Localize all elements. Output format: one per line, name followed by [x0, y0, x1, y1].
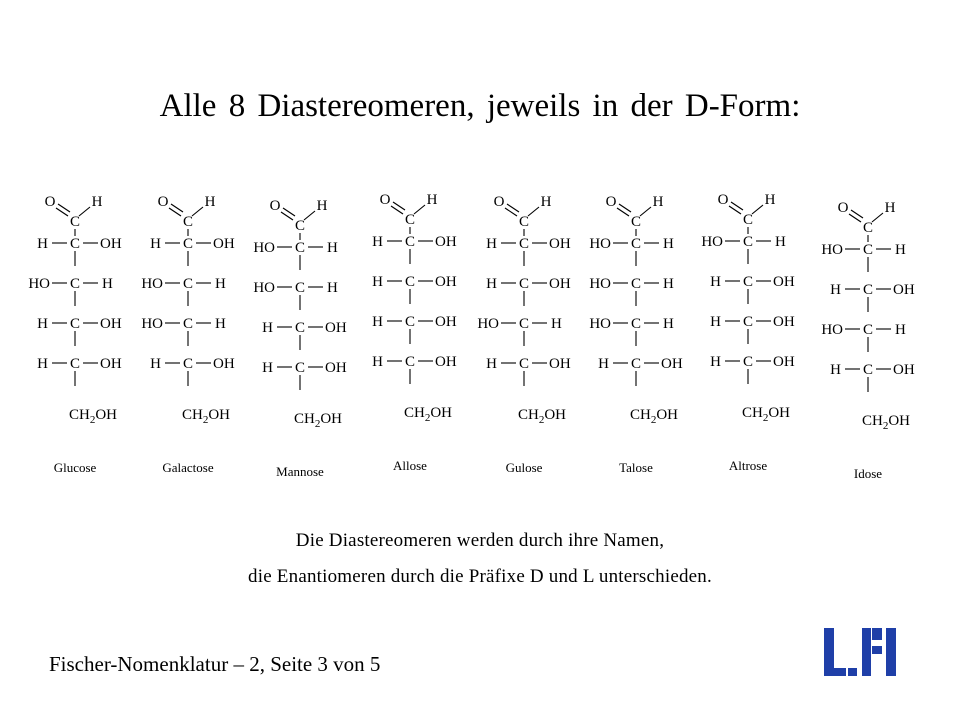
aldehyde-oxygen: O [44, 194, 56, 210]
carbon-4: C [630, 316, 642, 332]
aldehyde-oxygen: O [605, 194, 617, 210]
fischer-projections [0, 178, 960, 488]
left-hydrogen: H [486, 276, 497, 292]
right-hydroxyl: OH [100, 356, 122, 372]
left-hydroxyl: HO [589, 316, 611, 332]
carbon-2: C [630, 236, 642, 252]
left-hydroxyl: HO [141, 276, 163, 292]
left-hydrogen: H [830, 362, 841, 378]
hydroxymethyl-group: $CH_2OH$ [69, 407, 118, 426]
aldehyde-h-bond [752, 205, 763, 214]
aldehyde-oxygen: O [269, 198, 281, 214]
left-hydrogen: H [372, 354, 383, 370]
left-hydrogen: H [37, 236, 48, 252]
right-hydrogen: H [551, 316, 562, 332]
right-hydrogen: H [327, 280, 338, 296]
left-hydrogen: H [37, 356, 48, 372]
right-hydrogen: H [663, 276, 674, 292]
right-hydrogen: H [215, 276, 226, 292]
aldehyde-hydrogen: H [316, 198, 328, 214]
carbon-2: C [69, 236, 81, 252]
caption-line-2: die Enantiomeren durch die Präfixe D und L unterschieden. [248, 566, 712, 587]
carbon-5: C [630, 356, 642, 372]
right-hydroxyl: OH [435, 274, 457, 290]
left-hydroxyl: HO [253, 280, 275, 296]
hydroxymethyl-group: $CH_2OH$ [518, 407, 567, 426]
right-hydroxyl: OH [435, 314, 457, 330]
left-hydroxyl: HO [701, 234, 723, 250]
right-hydroxyl: OH [435, 354, 457, 370]
left-hydrogen: H [830, 282, 841, 298]
carbon-4: C [404, 314, 416, 330]
left-hydroxyl: HO [141, 316, 163, 332]
sugar-name-label: Allose [393, 458, 427, 473]
right-hydroxyl: OH [773, 314, 795, 330]
carbon-1: C [182, 214, 194, 230]
aldehyde-oxygen: O [837, 200, 849, 216]
aldehyde-hydrogen: H [426, 192, 438, 208]
structure-gulose [477, 194, 571, 475]
carbon-2: C [742, 234, 754, 250]
right-hydroxyl: OH [435, 234, 457, 250]
right-hydrogen: H [775, 234, 786, 250]
aldehyde-hydrogen: H [204, 194, 216, 210]
hydroxymethyl-group: $CH_2OH$ [182, 407, 231, 426]
aldehyde-hydrogen: H [764, 192, 776, 208]
carbon-1: C [862, 220, 874, 236]
left-hydrogen: H [710, 354, 721, 370]
left-hydrogen: H [372, 234, 383, 250]
structure-allose [372, 192, 457, 473]
aldehyde-oxygen: O [157, 194, 169, 210]
carbon-5: C [518, 356, 530, 372]
carbon-2: C [404, 234, 416, 250]
slide-title: Alle 8 Diastereomeren, jeweils in der D-Form: [159, 88, 801, 124]
left-hydrogen: H [372, 274, 383, 290]
right-hydrogen: H [215, 316, 226, 332]
left-hydroxyl: HO [589, 276, 611, 292]
left-hydrogen: H [372, 314, 383, 330]
carbon-5: C [182, 356, 194, 372]
right-hydroxyl: OH [773, 354, 795, 370]
left-hydrogen: H [150, 356, 161, 372]
aldehyde-h-bond [304, 211, 315, 220]
aldehyde-oxygen: O [379, 192, 391, 208]
carbon-1: C [404, 212, 416, 228]
right-hydrogen: H [102, 276, 113, 292]
right-hydroxyl: OH [773, 274, 795, 290]
carbon-4: C [518, 316, 530, 332]
right-hydrogen: H [663, 236, 674, 252]
footer-page-info: Fischer-Nomenklatur – 2, Seite 3 von 5 [49, 652, 381, 676]
carbon-3: C [518, 276, 530, 292]
sugar-name-label: Gulose [505, 460, 543, 475]
left-hydroxyl: HO [821, 242, 843, 258]
aldehyde-h-bond [528, 207, 539, 216]
right-hydroxyl: OH [893, 282, 915, 298]
left-hydrogen: H [262, 360, 273, 376]
hydroxymethyl-group: $CH_2OH$ [294, 411, 343, 430]
institution-logo [820, 624, 912, 680]
carbon-5: C [862, 362, 874, 378]
hydroxymethyl-group: $CH_2OH$ [742, 405, 791, 424]
carbon-3: C [294, 280, 306, 296]
carbon-1: C [742, 212, 754, 228]
aldehyde-hydrogen: H [91, 194, 103, 210]
carbon-4: C [294, 320, 306, 336]
left-hydroxyl: HO [589, 236, 611, 252]
sugar-name-label: Talose [619, 460, 653, 475]
carbon-1: C [69, 214, 81, 230]
carbon-3: C [862, 282, 874, 298]
structure-talose [589, 194, 683, 475]
left-hydrogen: H [710, 274, 721, 290]
aldehyde-h-bond [640, 207, 651, 216]
right-hydrogen: H [895, 322, 906, 338]
right-hydroxyl: OH [100, 316, 122, 332]
aldehyde-h-bond [414, 205, 425, 214]
right-hydroxyl: OH [213, 356, 235, 372]
aldehyde-oxygen: O [717, 192, 729, 208]
aldehyde-h-bond [872, 213, 883, 222]
carbon-3: C [742, 274, 754, 290]
carbon-4: C [742, 314, 754, 330]
carbon-5: C [69, 356, 81, 372]
carbon-2: C [518, 236, 530, 252]
left-hydrogen: H [150, 236, 161, 252]
right-hydrogen: H [327, 240, 338, 256]
carbon-5: C [742, 354, 754, 370]
carbon-4: C [69, 316, 81, 332]
structure-galactose [141, 194, 235, 475]
carbon-1: C [294, 218, 306, 234]
right-hydroxyl: OH [325, 360, 347, 376]
carbon-1: C [518, 214, 530, 230]
aldehyde-oxygen: O [493, 194, 505, 210]
aldehyde-hydrogen: H [884, 200, 896, 216]
sugar-name-label: Mannose [276, 464, 324, 479]
carbon-3: C [404, 274, 416, 290]
aldehyde-h-bond [192, 207, 203, 216]
hydroxymethyl-group: $CH_2OH$ [630, 407, 679, 426]
aldehyde-hydrogen: H [652, 194, 664, 210]
left-hydrogen: H [262, 320, 273, 336]
structure-glucose [28, 194, 122, 475]
right-hydroxyl: OH [893, 362, 915, 378]
carbon-3: C [182, 276, 194, 292]
left-hydrogen: H [37, 316, 48, 332]
hydroxymethyl-group: $CH_2OH$ [404, 405, 453, 424]
carbon-3: C [630, 276, 642, 292]
left-hydrogen: H [486, 356, 497, 372]
carbon-4: C [862, 322, 874, 338]
hydroxymethyl-group: $CH_2OH$ [862, 413, 911, 432]
right-hydroxyl: OH [661, 356, 683, 372]
carbon-1: C [630, 214, 642, 230]
sugar-name-label: Altrose [728, 458, 768, 473]
structure-mannose [253, 198, 347, 479]
left-hydrogen: H [486, 236, 497, 252]
carbon-3: C [69, 276, 81, 292]
structure-idose [821, 200, 915, 481]
right-hydroxyl: OH [213, 236, 235, 252]
carbon-5: C [294, 360, 306, 376]
carbon-2: C [294, 240, 306, 256]
right-hydroxyl: OH [549, 356, 571, 372]
carbon-2: C [862, 242, 874, 258]
right-hydroxyl: OH [325, 320, 347, 336]
carbon-2: C [182, 236, 194, 252]
structure-altrose [701, 192, 795, 473]
sugar-name-label: Idose [853, 466, 883, 481]
left-hydroxyl: HO [477, 316, 499, 332]
right-hydroxyl: OH [549, 276, 571, 292]
right-hydroxyl: OH [549, 236, 571, 252]
right-hydroxyl: OH [100, 236, 122, 252]
left-hydrogen: H [598, 356, 609, 372]
carbon-4: C [182, 316, 194, 332]
sugar-name-label: Galactose [162, 460, 214, 475]
left-hydroxyl: HO [253, 240, 275, 256]
right-hydrogen: H [895, 242, 906, 258]
right-hydrogen: H [663, 316, 674, 332]
aldehyde-hydrogen: H [540, 194, 552, 210]
caption-line-1: Die Diastereomeren werden durch ihre Namen, [295, 530, 665, 551]
left-hydroxyl: HO [28, 276, 50, 292]
left-hydrogen: H [710, 314, 721, 330]
carbon-5: C [404, 354, 416, 370]
aldehyde-h-bond [79, 207, 90, 216]
left-hydroxyl: HO [821, 322, 843, 338]
sugar-name-label: Glucose [53, 460, 97, 475]
